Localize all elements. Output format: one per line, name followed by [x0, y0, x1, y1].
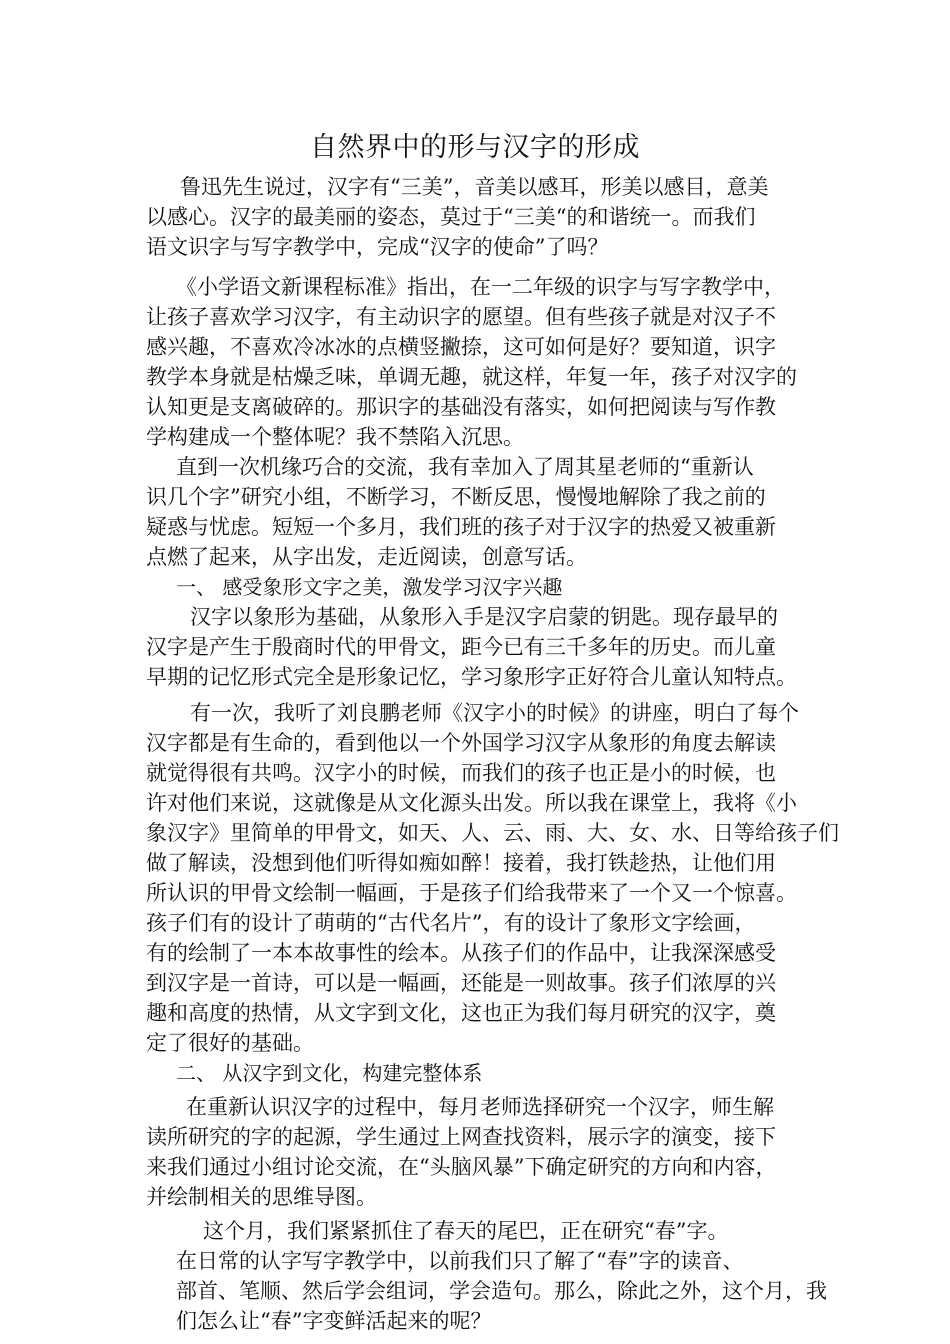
section-heading: 二、 从汉字到文化，构建完整体系: [176, 1061, 483, 1085]
paragraph-line: 象汉字》里简单的甲骨文，如天、人、云、雨、大、女、水、日等给孩子们: [146, 821, 839, 845]
paragraph-line: 在重新认识汉字的过程中，每月老师选择研究一个汉字，师生解: [186, 1095, 774, 1119]
paragraph-line: 《小学语文新课程标准》指出，在一二年级的识字与写字教学中，: [176, 275, 785, 299]
paragraph-line: 汉字都是有生命的，看到他以一个外国学习汉字从象形的角度去解读: [146, 731, 776, 755]
paragraph-line: 读所研究的字的起源，学生通过上网查找资料，展示字的演变，接下: [146, 1125, 776, 1149]
paragraph-line: 有的绘制了一本本故事性的绘本。从孩子们的作品中，让我深深感受: [146, 941, 776, 965]
paragraph-line: 孩子们有的设计了萌萌的“古代名片”，有的设计了象形文字绘画，: [146, 911, 756, 935]
paragraph-line: 在日常的认字写字教学中，以前我们只了解了“春”字的读音、: [176, 1249, 744, 1273]
paragraph-line: 早期的记忆形式完全是形象记忆，学习象形字正好符合儿童认知特点。: [146, 665, 797, 689]
paragraph-line: 部首、笔顺、然后学会组词，学会造句。那么，除此之外，这个月，我: [176, 1279, 827, 1303]
paragraph-line: 并绘制相关的思维导图。: [146, 1185, 377, 1209]
paragraph-line: 让孩子喜欢学习汉字，有主动识字的愿望。但有些孩子就是对汉子不: [146, 305, 776, 329]
paragraph-line: 许对他们来说，这就像是从文化源头出发。所以我在课堂上，我将《小: [146, 791, 797, 815]
paragraph-line: 就觉得很有共鸣。汉字小的时候，而我们的孩子也正是小的时候，也: [146, 761, 776, 785]
paragraph-line: 点燃了起来，从字出发，走近阅读，创意写话。: [146, 545, 587, 569]
paragraph-line: 语文识字与写字教学中，完成“汉字的使命”了吗？: [146, 235, 609, 259]
paragraph-line: 学构建成一个整体呢？我不禁陷入沉思。: [146, 425, 524, 449]
section-heading: 一、 感受象形文字之美，激发学习汉字兴趣: [176, 575, 563, 599]
paragraph-line: 所认识的甲骨文绘制一幅画，于是孩子们给我带来了一个又一个惊喜。: [146, 881, 797, 905]
paragraph-line: 汉字是产生于殷商时代的甲骨文，距今已有三千多年的历史。而儿童: [146, 635, 776, 659]
paragraph-line: 教学本身就是枯燥乏味，单调无趣，就这样，年复一年，孩子对汉字的: [146, 365, 797, 389]
paragraph-line: 以感心。汉字的最美丽的姿态，莫过于“三美“的和谐统一。而我们: [146, 205, 756, 229]
paragraph-line: 认知更是支离破碎的。那识字的基础没有落实，如何把阅读与写作教: [146, 395, 776, 419]
paragraph-line: 做了解读，没想到他们听得如痴如醉！接着，我打铁趁热，让他们用: [146, 851, 776, 875]
paragraph-line: 这个月，我们紧紧抓住了春天的尾巴，正在研究“春”字。: [203, 1219, 729, 1243]
document-title: 自然界中的形与汉字的形成: [310, 132, 640, 163]
paragraph-line: 有一次，我听了刘良鹏老师《汉字小的时候》的讲座，明白了每个: [190, 701, 799, 725]
paragraph-line: 定了很好的基础。: [146, 1031, 314, 1055]
paragraph-line: 疑惑与忧虑。短短一个多月，我们班的孩子对于汉字的热爱又被重新: [146, 515, 776, 539]
paragraph-line: 感兴趣，不喜欢冷冰冰的点横竖撇捺，这可如何是好？要知道，识字: [146, 335, 776, 359]
paragraph-line: 汉字以象形为基础，从象形入手是汉字启蒙的钥匙。现存最早的: [190, 605, 778, 629]
paragraph-line: 们怎么让“春”字变鲜活起来的呢？: [176, 1309, 492, 1333]
paragraph-line: 识几个字”研究小组，不断学习，不断反思，慢慢地解除了我之前的: [146, 485, 766, 509]
paragraph-line: 到汉字是一首诗，可以是一幅画，还能是一则故事。孩子们浓厚的兴: [146, 971, 776, 995]
paragraph-line: 鲁迅先生说过，汉字有“三美”，音美以感耳，形美以感目，意美: [180, 175, 769, 199]
paragraph-line: 直到一次机缘巧合的交流，我有幸加入了周其星老师的“重新认: [176, 455, 754, 479]
paragraph-line: 趣和高度的热情，从文字到文化，这也正为我们每月研究的汉字，奠: [146, 1001, 776, 1025]
paragraph-line: 来我们通过小组讨论交流，在“头脑风暴”下确定研究的方向和内容，: [146, 1155, 777, 1179]
